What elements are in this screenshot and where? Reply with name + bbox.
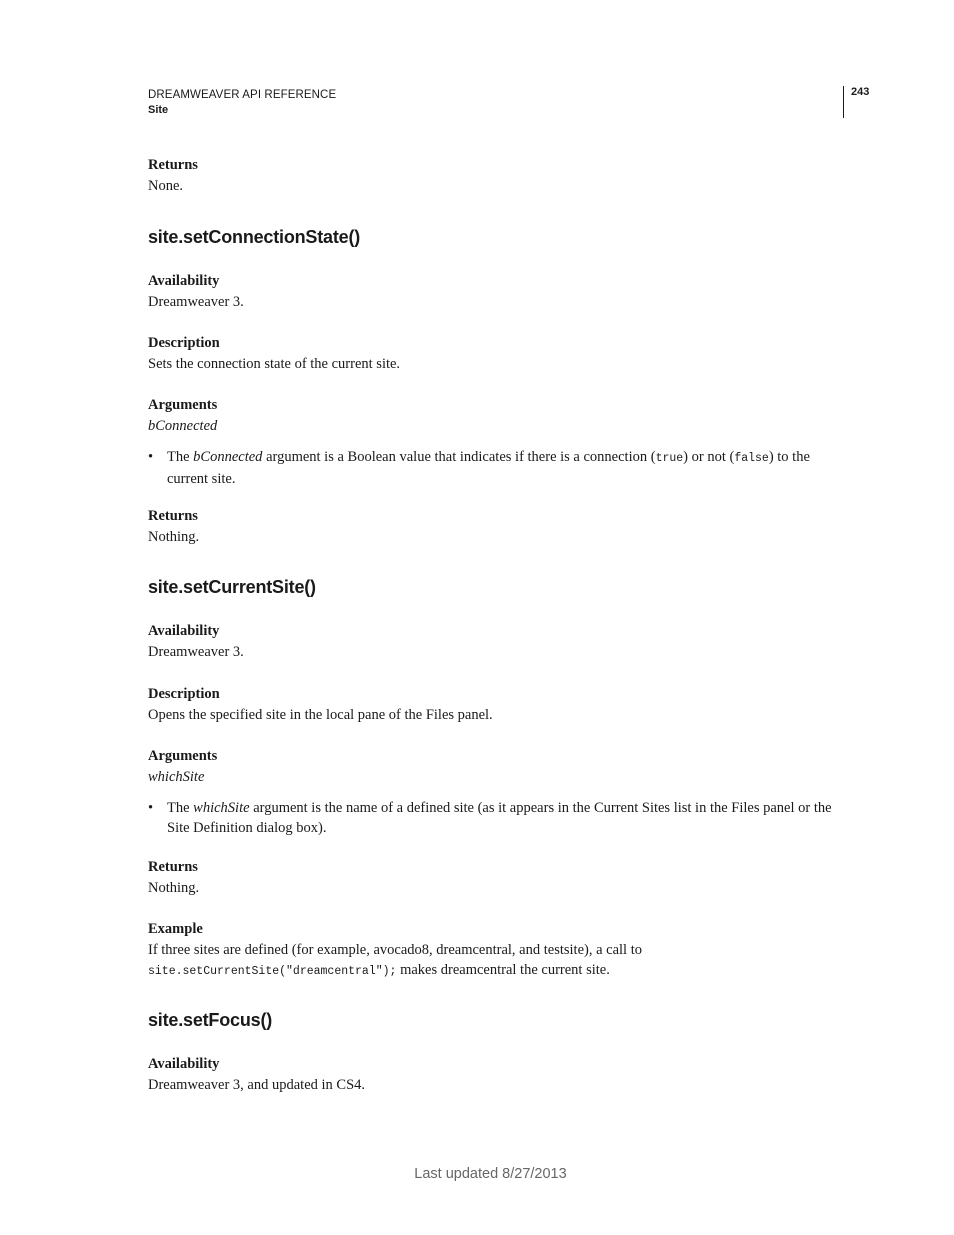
returns-text: Nothing. bbox=[148, 529, 200, 545]
last-updated: Last updated 8/27/2013 bbox=[414, 1166, 567, 1182]
description-heading: Description bbox=[148, 686, 220, 702]
code-true: true bbox=[655, 452, 684, 465]
bullet-argument: bConnected bbox=[193, 449, 263, 465]
bullet-prefix: The bbox=[167, 800, 194, 816]
availability-heading: Availability bbox=[148, 1056, 220, 1072]
bullet-suffix: argument is the name of a defined site (as it appears in the Current Sites list in the Files panel or the Site Definition dialog box). bbox=[167, 800, 832, 836]
description-text: Sets the connection state of the current site. bbox=[148, 356, 401, 372]
example-code: site.setCurrentSite("dreamcentral"); bbox=[148, 965, 397, 978]
bullet-text bbox=[167, 447, 840, 489]
running-header bbox=[148, 88, 336, 118]
page-footer bbox=[0, 1166, 954, 1182]
document-title: DREAMWEAVER API REFERENCE bbox=[148, 89, 337, 101]
argument-bullet bbox=[148, 798, 840, 838]
availability-text: Dreamweaver 3. bbox=[148, 294, 244, 310]
availability-text: Dreamweaver 3. bbox=[148, 644, 244, 660]
availability-heading: Availability bbox=[148, 623, 220, 639]
example-text: If three sites are defined (for example, avocado8, dreamcentral, and testsite), a call to bbox=[148, 942, 642, 958]
argument-name: bConnected bbox=[148, 418, 218, 434]
description-heading: Description bbox=[148, 335, 220, 351]
bullet-marker: • bbox=[148, 800, 154, 816]
returns-heading: Returns bbox=[148, 508, 198, 524]
availability-text: Dreamweaver 3, and updated in CS4. bbox=[148, 1077, 366, 1093]
arguments-heading: Arguments bbox=[148, 397, 218, 413]
header-rule bbox=[843, 86, 844, 118]
bullet-prefix: The bbox=[167, 449, 194, 465]
description-text: Opens the specified site in the local pane of the Files panel. bbox=[148, 707, 493, 723]
availability-heading: Availability bbox=[148, 273, 220, 289]
example-suffix: makes dreamcentral the current site. bbox=[396, 962, 610, 978]
example-code-line bbox=[148, 962, 610, 979]
returns-text: None. bbox=[148, 178, 184, 194]
page-number: 243 bbox=[851, 86, 870, 98]
bullet-mid: argument is a Boolean value that indicates if there is a connection ( bbox=[262, 449, 656, 465]
section-name: Site bbox=[148, 104, 169, 116]
arguments-heading: Arguments bbox=[148, 748, 218, 764]
example-heading: Example bbox=[148, 921, 203, 937]
bullet-marker: • bbox=[148, 449, 154, 465]
returns-heading: Returns bbox=[148, 157, 198, 173]
bullet-text bbox=[167, 798, 840, 838]
function-title-setconnectionstate: site.setConnectionState() bbox=[148, 227, 361, 247]
function-title-setcurrentsite: site.setCurrentSite() bbox=[148, 577, 316, 597]
returns-text: Nothing. bbox=[148, 880, 200, 896]
code-false: false bbox=[734, 452, 769, 465]
returns-heading: Returns bbox=[148, 859, 198, 875]
argument-bullet bbox=[148, 447, 840, 489]
argument-name: whichSite bbox=[148, 769, 205, 785]
function-title-setfocus: site.setFocus() bbox=[148, 1010, 273, 1030]
bullet-argument: whichSite bbox=[193, 800, 250, 816]
bullet-suffix: ) to the current site. bbox=[167, 449, 810, 487]
bullet-mid2: ) or not ( bbox=[683, 449, 735, 465]
